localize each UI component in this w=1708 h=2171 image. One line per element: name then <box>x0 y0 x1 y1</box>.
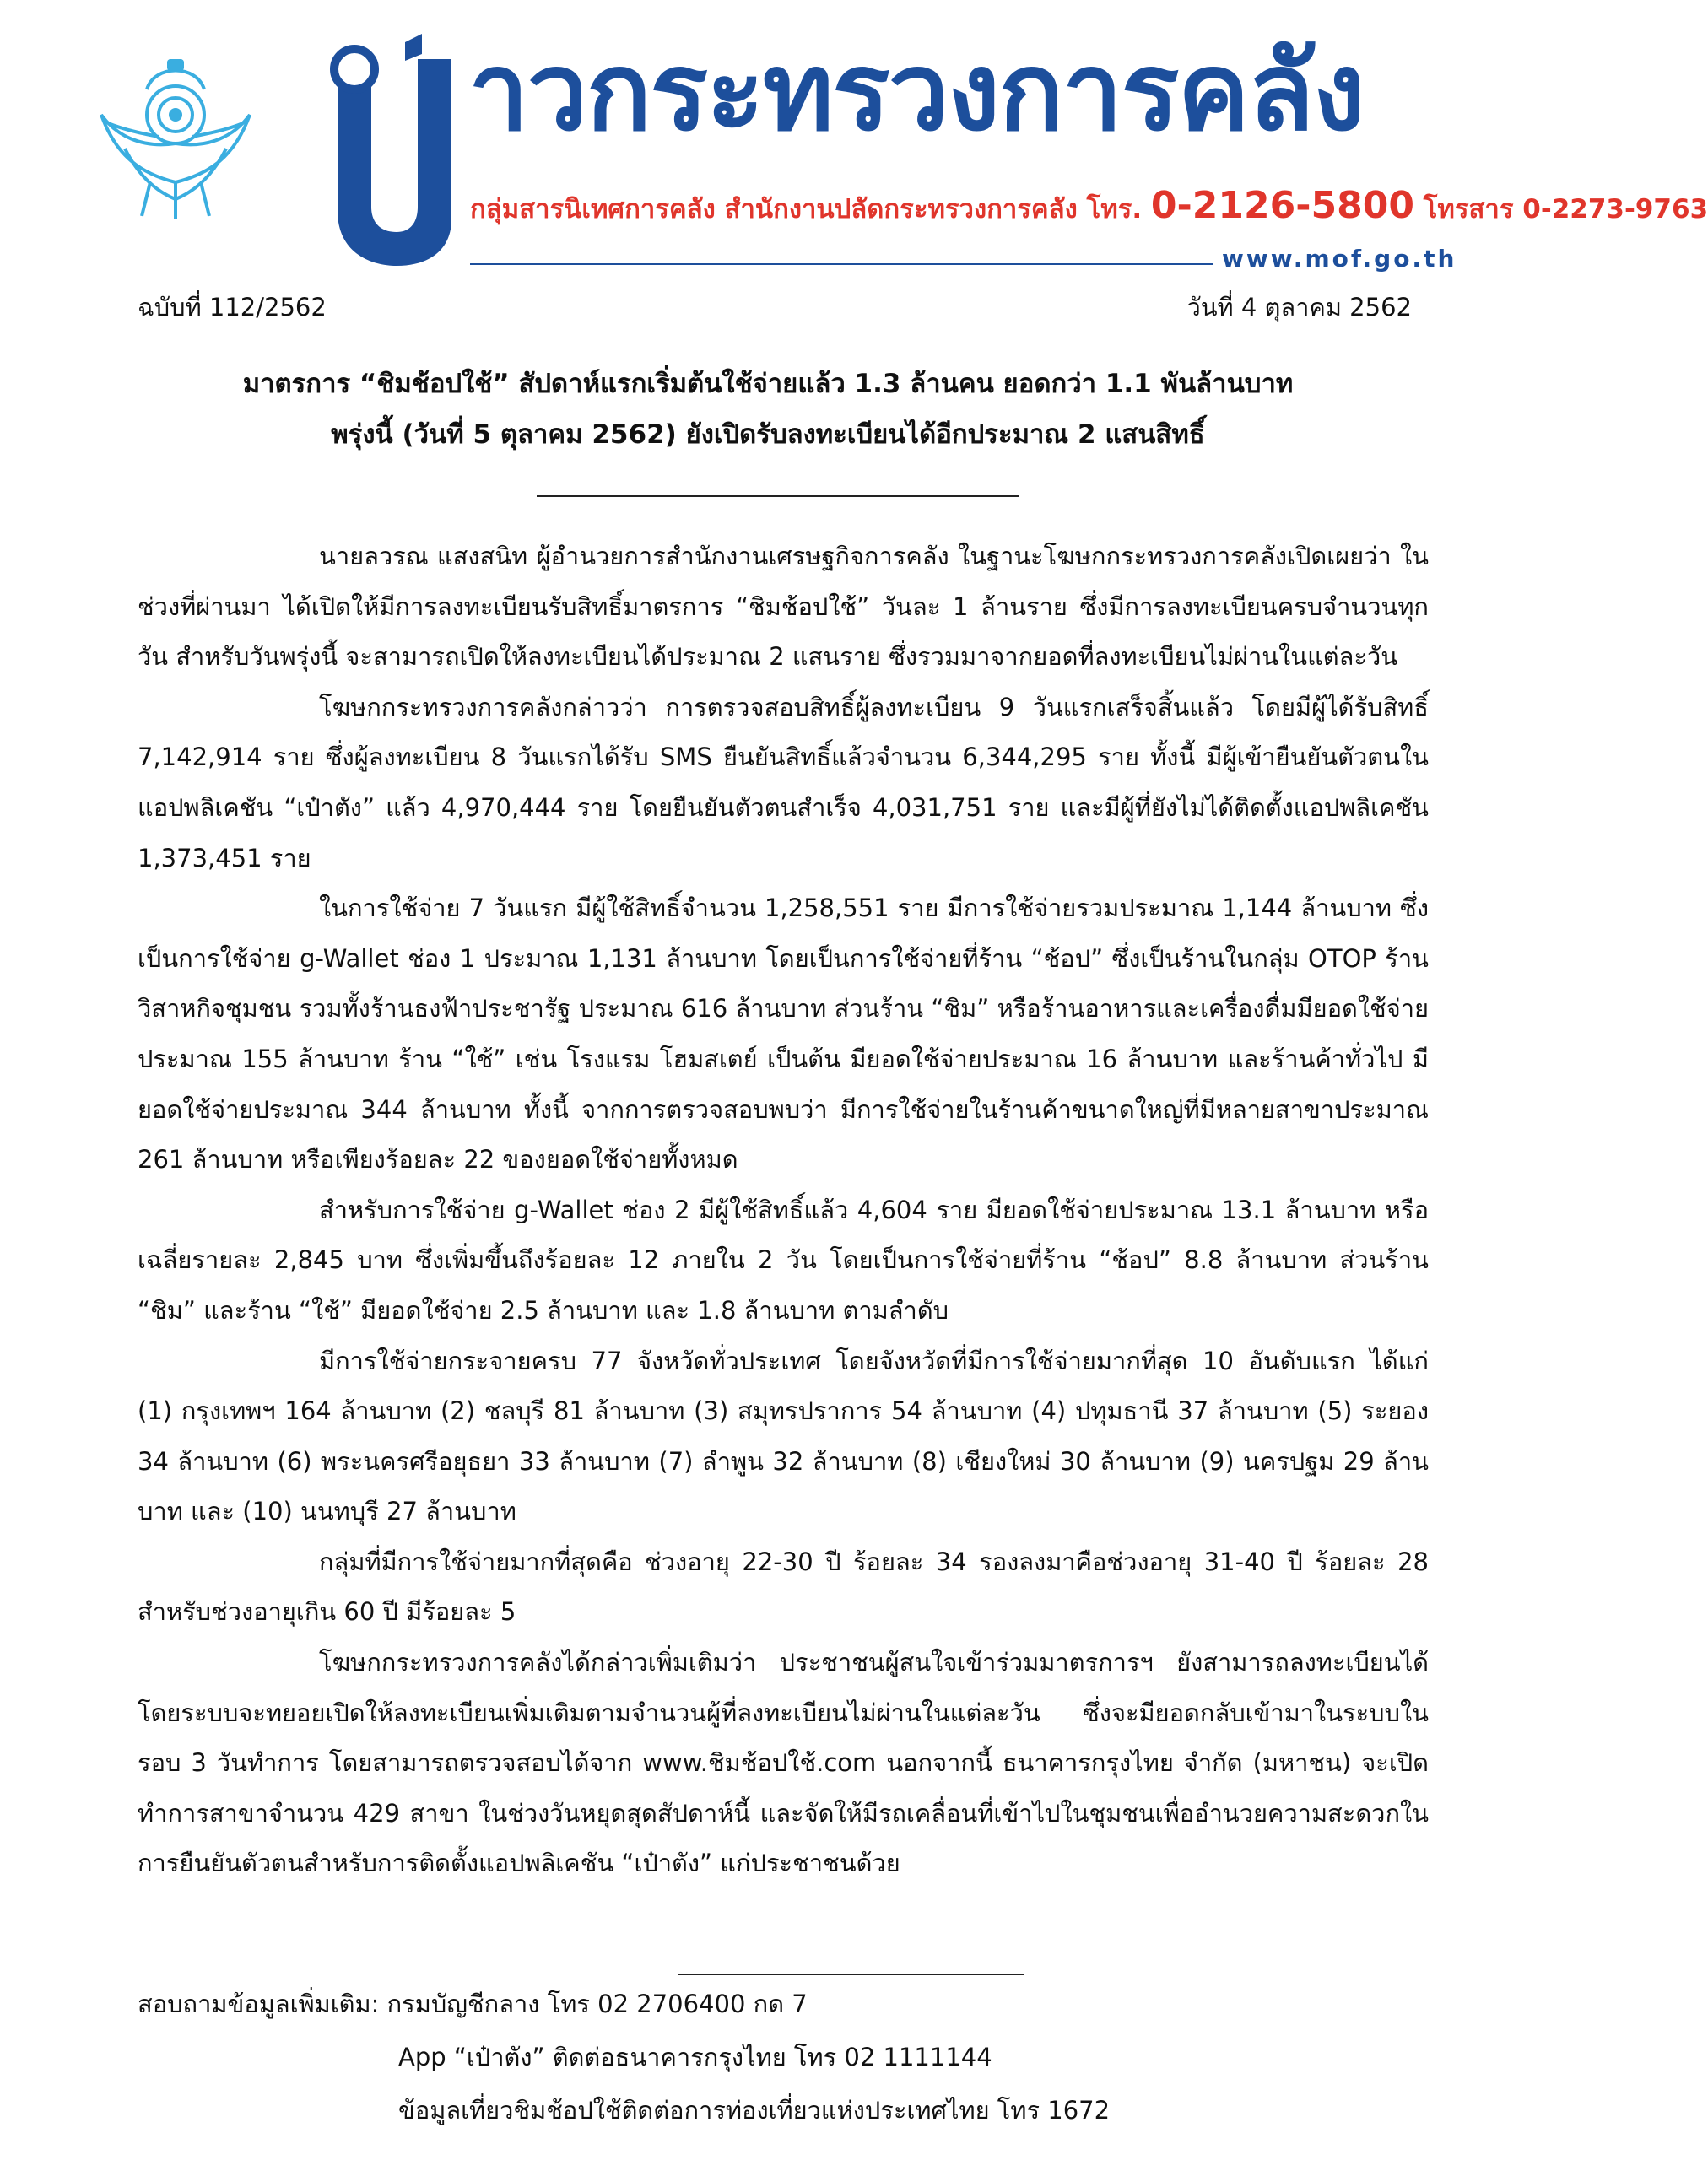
paragraph: มีการใช้จ่ายกระจายครบ 77 จังหวัดทั่วประเทศ โดยจังหวัดที่มีการใช้จ่ายมากที่สุด 10 อันดับแรก ได้แก่ (1) กรุงเทพฯ 164 ล้านบาท (2) ชลบุรี 81 ล้านบาท (3) สมุทรปราการ 54 ล้านบาท (4) ปทุมธานี 37 ล้านบาท (5) ระยอง 34 ล้านบาท (6) พระนครศรีอยุธยา 33 ล้านบาท (7) ลำพูน 32 ล้านบาท (8) เชียงใหม่ 30 ล้านบาท (9) นครปฐม 29 ล้านบาท และ (10) นนทบุรี 27 ล้านบาท <box>138 1346 1429 1526</box>
masthead-divider <box>470 263 1213 265</box>
masthead-fax: โทรสาร 0-2273-9763 <box>1423 194 1708 224</box>
issue-date: วันที่ 4 ตุลาคม 2562 <box>1186 293 1412 321</box>
masthead-contact <box>470 184 1708 228</box>
contact-line-comptroller: สอบถามข้อมูลเพิ่มเติม: กรมบัญชีกลาง โทร 02 2706400 กด 7 <box>138 1990 808 2018</box>
paragraph: โฆษกกระทรวงการคลังได้กล่าวเพิ่มเติมว่า ประชาชนผู้สนใจเข้าร่วมมาตรการฯ ยังสามารถลงทะเบียนได้ โดยระบบจะทยอยเปิดให้ลงทะเบียนเพิ่มเติมตามจำนวนผู้ที่ลงทะเบียนไม่ผ่านในแต่ละวัน ซึ่งจะมียอดกลับเข้ามาในระบบในรอบ 3 วันทำการ โดยสามารถตรวจสอบได้จาก www.ชิมช้อปใช้.com นอกจากนี้ ธนาคารกรุงไทย จำกัด (มหาชน) จะเปิดทำการสาขาจำนวน 429 สาขา ในช่วงวันหยุดสุดสัปดาห์นี้ และจัดให้มีรถเคลื่อนที่เข้าไปในชุมชนเพื่ออำนวยความสะดวกในการยืนยันตัวตนสำหรับการติดตั้งแอปพลิเคชัน “เป๋าตัง” แก่ประชาชนด้วย <box>138 1648 1429 1878</box>
headline-line-2: พรุ่งนี้ (วันที่ 5 ตุลาคม 2562) ยังเปิดรับลงทะเบียนได้อีกประมาณ 2 แสนสิทธิ์ <box>331 419 1205 450</box>
paragraph: โฆษกกระทรวงการคลังกล่าวว่า การตรวจสอบสิทธิ์ผู้ลงทะเบียน 9 วันแรกเสร็จสิ้นแล้ว โดยมีผู้ได้รับสิทธิ์ 7,142,914 ราย ซึ่งผู้ลงทะเบียน 8 วันแรกได้รับ SMS ยืนยันสิทธิ์แล้วจำนวน 6,344,295 ราย ทั้งนี้ มีผู้เข้ายืนยันตัวตนในแอปพลิเคชัน “เป๋าตัง” แล้ว 4,970,444 ราย โดยยืนยันตัวตนสำเร็จ 4,031,751 ราย และมีผู้ที่ยังไม่ได้ติดตั้งแอปพลิเคชัน 1,373,451 ราย <box>138 692 1429 872</box>
contact-line-tourism: ข้อมูลเที่ยวชิมช้อปใช้ติดต่อการท่องเที่ยวแห่งประเทศไทย โทร 1672 <box>398 2096 1111 2125</box>
article-body <box>138 532 1429 1889</box>
masthead-org: กลุ่มสารนิเทศการคลัง สำนักงานปลัดกระทรวงการคลัง โทร. <box>470 194 1143 224</box>
website-link[interactable]: www.mof.go.th <box>1222 245 1457 273</box>
masthead <box>0 0 1708 278</box>
footer-divider <box>678 1974 1024 1975</box>
paragraph: กลุ่มที่มีการใช้จ่ายมากที่สุดคือ ช่วงอายุ 22-30 ปี ร้อยละ 34 รองลงมาคือช่วงอายุ 31-40 ปี ร้อยละ 28 สำหรับช่วงอายุเกิน 60 ปี มีร้อยละ 5 <box>138 1547 1429 1627</box>
garuda-emblem-icon <box>91 56 260 221</box>
masthead-initial-letter <box>304 34 481 270</box>
issue-number: ฉบับที่ 112/2562 <box>138 293 327 321</box>
headline-divider <box>537 495 1019 497</box>
paragraph: ในการใช้จ่าย 7 วันแรก มีผู้ใช้สิทธิ์จำนวน 1,258,551 ราย มีการใช้จ่ายรวมประมาณ 1,144 ล้านบาท ซึ่งเป็นการใช้จ่าย g-Wallet ช่อง 1 ประมาณ 1,131 ล้านบาท โดยเป็นการใช้จ่ายที่ร้าน “ช้อป” ซึ่งเป็นร้านในกลุ่ม OTOP ร้านวิสาหกิจชุมชน รวมทั้งร้านธงฟ้าประชารัฐ ประมาณ 616 ล้านบาท ส่วนร้าน “ชิม” หรือร้านอาหารและเครื่องดื่มมียอดใช้จ่ายประมาณ 155 ล้านบาท ร้าน “ใช้” เช่น โรงแรม โฮมสเตย์ เป็นต้น มียอดใช้จ่ายประมาณ 16 ล้านบาท และร้านค้าทั่วไป มียอดใช้จ่ายประมาณ 344 ล้านบาท ทั้งนี้ จากการตรวจสอบพบว่า มีการใช้จ่ายในร้านค้าขนาดใหญ่ที่มีหลายสาขาประมาณ 261 ล้านบาท หรือเพียงร้อยละ 22 ของยอดใช้จ่ายทั้งหมด <box>138 894 1429 1175</box>
masthead-title: าวกระทรวงการคลัง <box>468 30 1364 155</box>
contact-line-app: App “เป๋าตัง” ติดต่อธนาคารกรุงไทย โทร 02 1111144 <box>398 2043 992 2071</box>
paragraph: นายลวรณ แสงสนิท ผู้อำนวยการสำนักงานเศรษฐกิจการคลัง ในฐานะโฆษกกระทรวงการคลังเปิดเผยว่า ในช่วงที่ผ่านมา ได้เปิดให้มีการลงทะเบียนรับสิทธิ์มาตรการ “ชิมช้อปใช้” วันละ 1 ล้านราย ซึ่งมีการลงทะเบียนครบจำนวนทุกวัน สำหรับวันพรุ่งนี้ จะสามารถเปิดให้ลงทะเบียนได้ประมาณ 2 แสนราย ซึ่งรวมมาจากยอดที่ลงทะเบียนไม่ผ่านในแต่ละวัน <box>138 542 1429 672</box>
paragraph: สำหรับการใช้จ่าย g-Wallet ช่อง 2 มีผู้ใช้สิทธิ์แล้ว 4,604 ราย มียอดใช้จ่ายประมาณ 13.1 ล้านบาท หรือเฉลี่ยรายละ 2,845 บาท ซึ่งเพิ่มขึ้นถึงร้อยละ 12 ภายใน 2 วัน โดยเป็นการใช้จ่ายที่ร้าน “ช้อป” 8.8 ล้านบาท ส่วนร้าน “ชิม” และร้าน “ใช้” มียอดใช้จ่าย 2.5 ล้านบาท และ 1.8 ล้านบาท ตามลำดับ <box>138 1195 1429 1325</box>
headline-line-1: มาตรการ “ชิมช้อปใช้” สัปดาห์แรกเริ่มต้นใช้จ่ายแล้ว 1.3 ล้านคน ยอดกว่า 1.1 พันล้านบาท <box>242 369 1294 399</box>
headline <box>135 359 1401 460</box>
masthead-phone: 0-2126-5800 <box>1150 184 1414 227</box>
